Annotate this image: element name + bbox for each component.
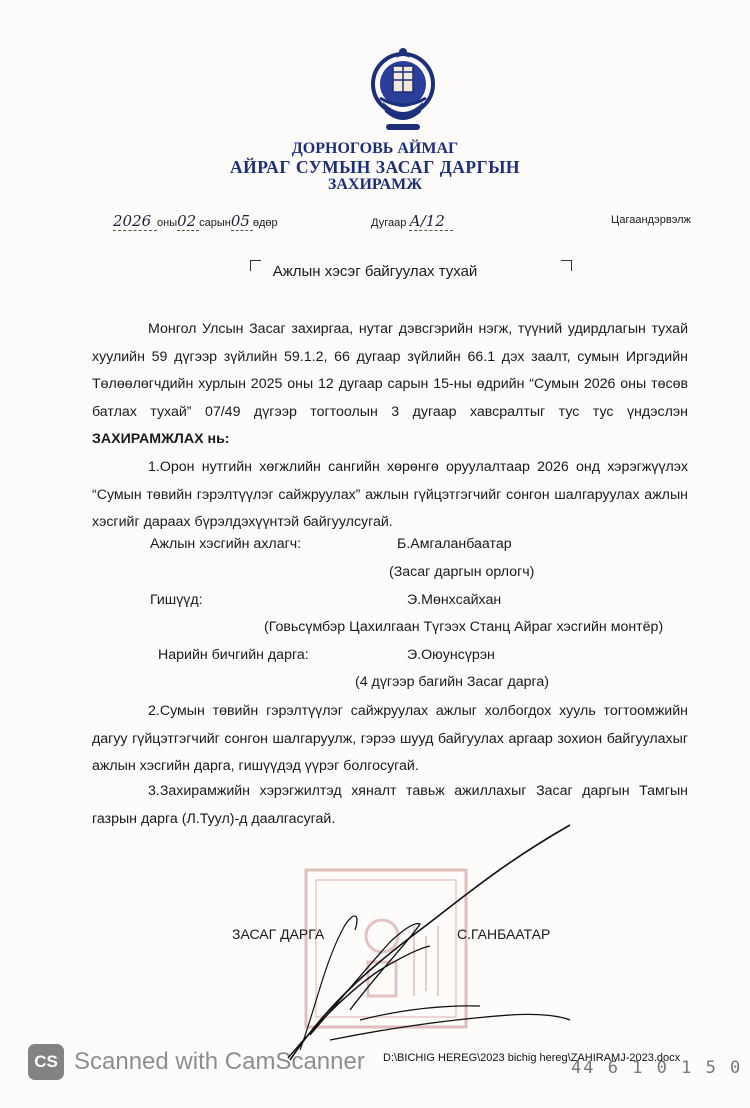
intro-text: Монгол Улсын Засаг захиргаа, нутаг дэвсгэрийн нэгж, түүний удирдлагын тухай хуулийн 59 дүгээр зүйлийн 59.1.2, 66 дугаар зүйлийн 66.1 дэх заалт, сумын Иргэдийн Төлөөлөгчдийн хурлын 2025 оны 12 дугаар сарын 15-ны өдрийн “Сумын 2026 оны төсөв батлах тухай” 07/49 дүгээр тогтоолын 3 дугаар хавсралтыг тус тус үндэслэн (92, 321, 688, 420)
member-name-1: Б.Амгаланбаатар (397, 536, 512, 552)
month-suffix: сарын (199, 217, 231, 229)
day-suffix: өдөр (252, 217, 278, 229)
camscanner-watermark (28, 1044, 365, 1080)
file-path: D:\BICHIG HEREG\2023 bichig hereg\ZAHIRAMJ-2023.docx (383, 1052, 681, 1064)
member-detail-1: (Засаг даргын орлогч) (389, 564, 535, 580)
date-line (113, 212, 278, 231)
office-name: АЙРАГ СУМЫН ЗАСАГ ДАРГЫН (229, 157, 520, 177)
member-role-2: Гишүүд: (150, 592, 203, 608)
number-label: Дугаар (371, 217, 407, 229)
item-2: 2.Сумын төвийн гэрэлтүүлэг сайжруулах ажлыг холбогдох хууль тогтоомжийн дагуу гүйцэтгэгчийг сонгон шалгаруулж, гэрээ шууд байгуулах аргаар зохион байгуулахыг ажлын хэсгийн дарга, гишүүдэд үүрэг болгосугай. (92, 703, 688, 775)
signature-name: С.ГАНБААТАР (457, 926, 551, 942)
date-day: 05 (231, 212, 253, 231)
member-name-3: Э.Оюунсүрэн (407, 647, 495, 663)
year-suffix: оны (157, 217, 178, 229)
item-1: 1.Орон нутгийн хөгжлийн сангийн хөрөнгө оруулалтаар 2026 онд хэрэгжүүлэх “Сумын төвийн гэрэлтүүлэг сайжруулах” ажлын гүйцэтгэгчийг сонгон шалгаруулах ажлын хэсгийг дараах бүрэлдэхүүнтэй байгуулсугай. (92, 459, 688, 531)
member-role-3: Нарийн бичгийн дарга: (158, 647, 309, 663)
signature-title: ЗАСАГ ДАРГА (232, 926, 325, 942)
command-word: ЗАХИРАМЖЛАХ нь: (92, 431, 230, 448)
aimag-name: ДОРНОГОВЬ АЙМАГ (291, 140, 459, 157)
state-emblem-icon (366, 42, 440, 136)
handwritten-number: 44 6 1 0 1 5 0 (571, 1058, 743, 1078)
number-value: А/12 (409, 212, 453, 231)
member-detail-3: (4 дүгээр багийн Засаг дарга) (355, 674, 550, 690)
handwritten-signature (270, 820, 580, 1070)
intro-paragraph (92, 316, 688, 454)
camscanner-text: Scanned with CamScanner (74, 1048, 365, 1075)
member-role-1: Ажлын хэсгийн ахлагч: (150, 536, 302, 552)
date-month: 02 (177, 212, 199, 231)
date-year: 2026 (113, 212, 157, 231)
camscanner-logo-icon: CS (28, 1044, 64, 1080)
document-title: Ажлын хэсэг байгуулах тухай (272, 263, 478, 280)
member-detail-2: (Говьсүмбэр Цахилгаан Түгээх Станц Айраг хэсгийн монтёр) (264, 619, 664, 635)
document-type: ЗАХИРАМЖ (327, 176, 423, 193)
number-field (371, 212, 453, 231)
place-name: Цагаандэрвэлж (611, 214, 691, 226)
item-3: 3.Захирамжийн хэрэгжилтэд хяналт тавьж ажиллахыг Засаг даргын Тамгын газрын дарга (Л.Туул)-д даалгасугай. (92, 783, 688, 827)
member-name-2: Э.Мөнхсайхан (407, 592, 502, 608)
